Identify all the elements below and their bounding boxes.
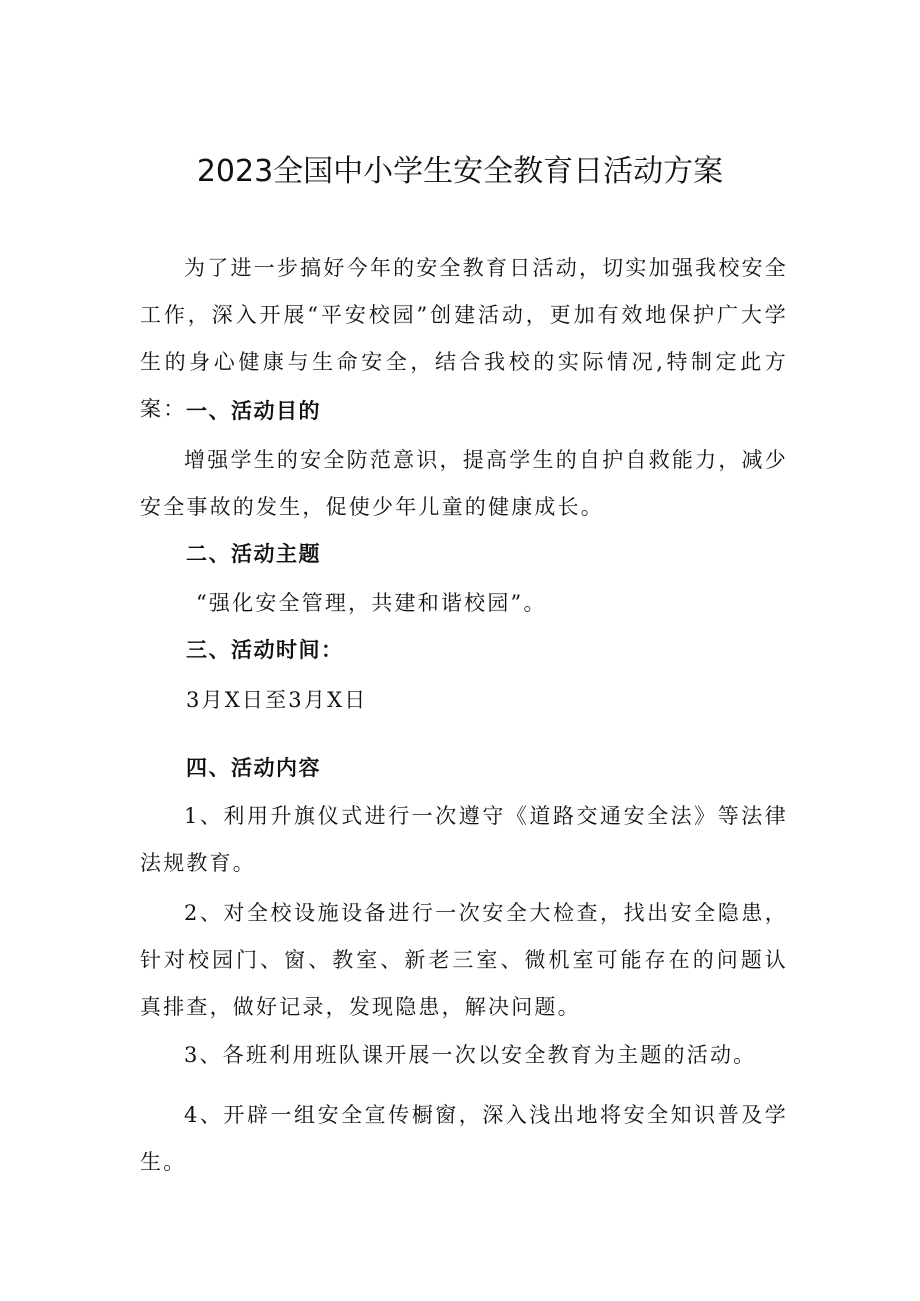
document-title: 2023全国中小学生安全教育日活动方案 [196,154,724,189]
section-heading-theme: 二、活动主题 [186,542,321,566]
section-body-time: 3月X日至3月X日 [186,688,368,712]
section-heading-content: 四、活动内容 [186,756,321,780]
section-heading-purpose: 一、活动目的 [186,399,321,423]
section-heading-time: 三、活动时间： [186,638,344,662]
content-item: 3、各班利用班队课开展一次以安全教育为主题的活动。 [184,1043,757,1067]
content-item: 2、对全校设施设备进行一次安全大检查，找出安全隐患，针对校园门、窗、教室、新老三室、微机室可能存在的问题认真排查，做好记录，发现隐患，解决问题。 [140,901,788,1019]
section-body-purpose: 增强学生的安全防范意识，提高学生的自护自救能力，减少安全事故的发生，促使少年儿童的健康成长。 [140,448,788,519]
content-item: 1、利用升旗仪式进行一次遵守《道路交通安全法》等法律法规教育。 [140,804,788,875]
section-body-theme: “强化安全管理，共建和谐校园”。 [196,591,547,615]
intro-paragraph: 为了进一步搞好今年的安全教育日活动，切实加强我校安全工作，深入开展“平安校园”创建活动，更加有效地保护广大学生的身心健康与生命安全，结合我校的实际情况,特制定此方案： [140,256,788,421]
content-item: 4、开辟一组安全宣传橱窗，深入浅出地将安全知识普及学生。 [140,1103,788,1174]
